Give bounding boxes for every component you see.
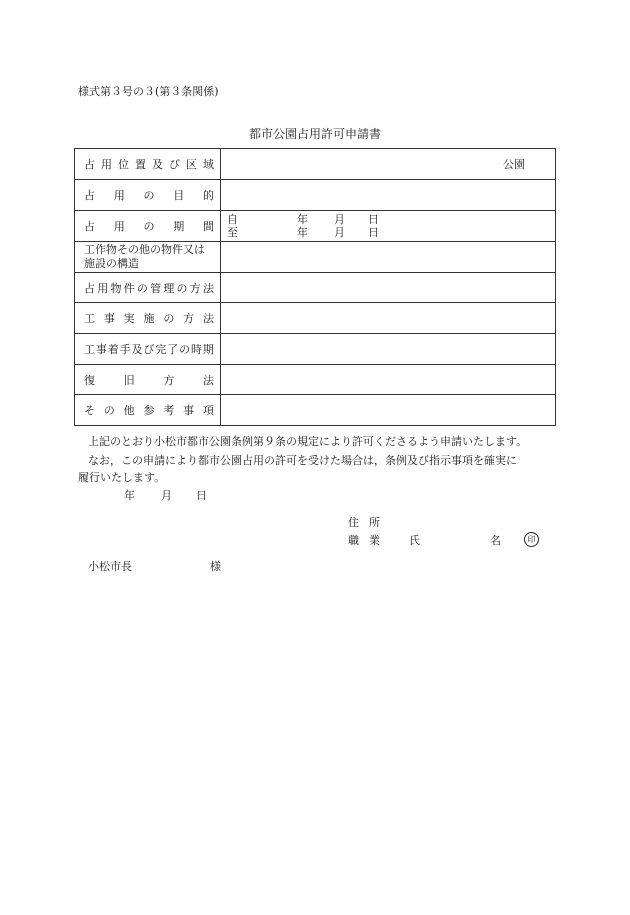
to-day: 日	[368, 226, 379, 239]
row-schedule	[75, 334, 556, 365]
occupation-label: 職業	[348, 534, 390, 547]
date-day: 日	[196, 489, 207, 502]
row-purpose	[75, 180, 556, 211]
seal-mark	[524, 532, 539, 547]
to-year: 年	[297, 226, 308, 239]
management-field[interactable]	[221, 273, 556, 303]
row-other	[75, 395, 556, 426]
label-management: 占 用 物 件 の 管 理 の 方 法	[75, 273, 221, 303]
seal-icon: 印	[524, 532, 539, 547]
label-other: そ の 他 参 考 事 項	[75, 395, 221, 426]
row-construction-method	[75, 303, 556, 334]
date-year: 年	[124, 489, 135, 502]
purpose-field[interactable]	[221, 180, 556, 211]
label-purpose: 占 用 の 目 的	[75, 180, 221, 211]
address-label: 住所	[348, 516, 390, 529]
addressee-honorific: 様	[210, 560, 221, 573]
from-day: 日	[368, 213, 379, 226]
name-label-given: 名	[490, 534, 501, 547]
park-suffix: 公園	[503, 158, 525, 171]
period-from	[221, 213, 555, 226]
name-label-surname: 氏	[409, 534, 420, 547]
construction-method-field[interactable]	[221, 303, 556, 334]
label-construction-method: 工 事 実 施 の 方 法	[75, 303, 221, 334]
row-location	[75, 149, 556, 180]
restoration-field[interactable]	[221, 365, 556, 395]
other-field[interactable]	[221, 395, 556, 426]
to-label: 至	[227, 226, 238, 239]
label-schedule: 工 事 着 手 及 び 完 了 の 時 期	[75, 334, 221, 365]
period-to	[221, 226, 555, 239]
from-month: 月	[334, 213, 345, 226]
form-number: 様式第３号の３(第３条関係)	[78, 85, 219, 98]
compliance-paragraph-line2: 履行いたします。	[78, 471, 166, 484]
row-period	[75, 211, 556, 242]
application-table	[74, 148, 556, 426]
row-restoration	[75, 365, 556, 395]
from-label: 自	[227, 213, 238, 226]
schedule-field[interactable]	[221, 334, 556, 365]
label-structure-line1: 工作物その他の物件又は	[84, 243, 205, 256]
period-field[interactable]	[221, 211, 556, 242]
request-paragraph: 上記のとおり小松市都市公園条例第９条の規定により許可くださるよう申請いたします。	[88, 435, 528, 448]
label-period: 占 用 の 期 間	[75, 211, 221, 242]
label-structure	[75, 242, 221, 273]
from-year: 年	[297, 213, 308, 226]
compliance-paragraph-line1: なお，この申請により都市公園占用の許可を受けた場合は，条例及び指示事項を確実に	[88, 454, 517, 467]
label-location: 占 用 位 置 及 び 区 域	[75, 149, 221, 180]
label-structure-line2: 施設の構造	[84, 257, 139, 270]
structure-field[interactable]	[221, 242, 556, 273]
addressee: 小松市長	[88, 560, 132, 573]
document-title: 都市公園占用許可申請書	[248, 127, 381, 141]
label-restoration: 復 旧 方 法	[75, 365, 221, 395]
to-month: 月	[334, 226, 345, 239]
date-month: 月	[161, 489, 172, 502]
row-management	[75, 273, 556, 303]
row-structure	[75, 242, 556, 273]
location-field[interactable]	[221, 149, 556, 180]
